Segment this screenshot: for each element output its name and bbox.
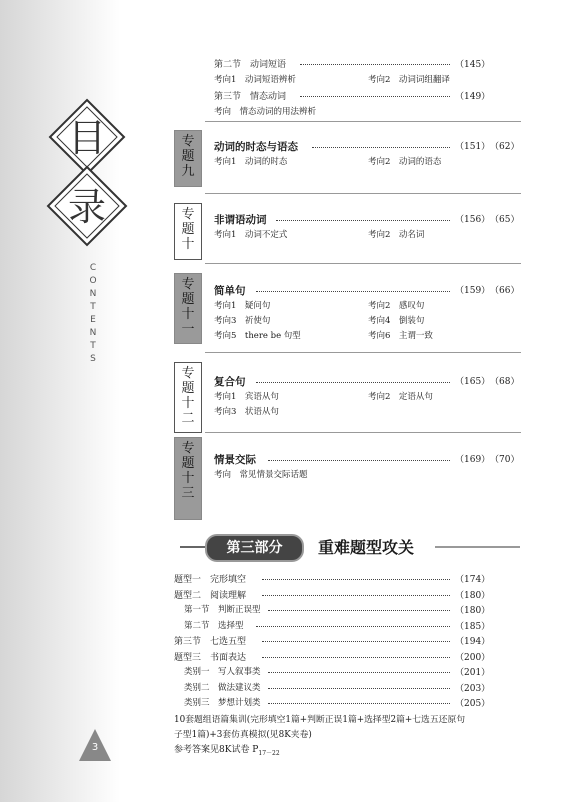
dot-leader bbox=[268, 702, 450, 704]
topic-box-12 bbox=[174, 362, 202, 433]
sub-topic: 考向 情态动词的用法辨析 bbox=[214, 107, 317, 117]
dot-leader bbox=[256, 625, 450, 627]
sub-topic: 考向3 状语从句 bbox=[214, 407, 279, 417]
dot-leader bbox=[268, 671, 450, 673]
contents-logo bbox=[44, 95, 174, 255]
topic-box-label: 专 题 十 一 bbox=[181, 277, 195, 337]
topic-box-11 bbox=[174, 273, 202, 344]
dot-leader bbox=[262, 594, 450, 596]
dot-leader bbox=[268, 609, 450, 611]
title-char-1: 目 bbox=[67, 116, 107, 160]
divider bbox=[205, 193, 521, 194]
topic-page: （151） bbox=[455, 142, 491, 152]
topic-page-2: （70） bbox=[490, 455, 520, 465]
answer-reference bbox=[174, 742, 280, 757]
dot-leader bbox=[268, 687, 450, 689]
topic-page: （159） bbox=[455, 286, 491, 296]
part-title: 重难题型攻关 bbox=[318, 538, 415, 557]
divider bbox=[205, 352, 521, 353]
dot-leader bbox=[312, 146, 450, 148]
sub-topic: 考向2 感叹句 bbox=[368, 301, 425, 311]
part-badge: 第三部分 bbox=[205, 534, 304, 562]
contents-letter: N bbox=[89, 289, 97, 299]
topic-page-2: （62） bbox=[490, 142, 520, 152]
dot-leader bbox=[256, 290, 450, 292]
topic-page: （165） bbox=[455, 377, 491, 387]
toc-entry-label: 第二节 选择型 bbox=[184, 621, 244, 631]
toc-entry-label: 类别二 做法建议类 bbox=[184, 683, 261, 693]
page-number-badge bbox=[78, 728, 112, 762]
toc-entry-label: 题型一 完形填空 bbox=[174, 575, 247, 585]
contents-vertical bbox=[86, 262, 100, 366]
topic-title: 动词的时态与语态 bbox=[214, 141, 298, 153]
sub-topic: 考向2 动名词 bbox=[368, 230, 425, 240]
contents-letter: S bbox=[90, 354, 96, 364]
topic-page-2: （65） bbox=[490, 215, 520, 225]
dot-leader bbox=[256, 381, 450, 383]
toc-entry-label: 题型二 阅读理解 bbox=[174, 591, 247, 601]
dot-leader bbox=[300, 95, 450, 97]
toc-entry-page: （180） bbox=[455, 606, 491, 616]
topic-title: 非谓语动词 bbox=[214, 214, 267, 226]
heading-rule bbox=[435, 546, 520, 548]
toc-entry-page: （149） bbox=[455, 92, 491, 102]
topic-title: 情景交际 bbox=[214, 454, 256, 466]
answer-ref-text: 参考答案见8K试卷 P bbox=[174, 745, 259, 755]
contents-letter: T bbox=[90, 341, 96, 351]
contents-letter: C bbox=[89, 263, 97, 273]
topic-box-label: 专 题 十 三 bbox=[181, 441, 195, 501]
toc-entry-label: 第一节 判断正误型 bbox=[184, 605, 261, 615]
divider bbox=[205, 432, 521, 433]
heading-rule bbox=[180, 546, 205, 548]
divider bbox=[205, 121, 521, 122]
toc-entry-page: （174） bbox=[455, 575, 491, 585]
toc-entry-page: （185） bbox=[455, 622, 491, 632]
toc-entry-label: 题型三 书面表达 bbox=[174, 653, 247, 663]
sub-topic: 考向3 祈使句 bbox=[214, 316, 271, 326]
topic-box-label: 专 题 十 bbox=[181, 207, 195, 252]
sub-topic: 考向2 动词词组翻译 bbox=[368, 75, 450, 85]
topic-page: （156） bbox=[455, 215, 491, 225]
dot-leader bbox=[262, 640, 450, 642]
topic-page: （169） bbox=[455, 455, 491, 465]
toc-entry-label: 第二节 动词短语 bbox=[214, 60, 287, 70]
sub-topic: 考向1 宾语从句 bbox=[214, 392, 279, 402]
topic-page-2: （68） bbox=[490, 377, 520, 387]
toc-entry-page: （201） bbox=[455, 668, 491, 678]
topic-page-2: （66） bbox=[490, 286, 520, 296]
toc-entry-label: 类别一 写人叙事类 bbox=[184, 667, 261, 677]
answer-ref-sub: 17－22 bbox=[258, 749, 280, 757]
dot-leader bbox=[262, 656, 450, 658]
topic-title: 简单句 bbox=[214, 285, 246, 297]
toc-entry-label: 类别三 梦想计划类 bbox=[184, 698, 261, 708]
toc-entry-page: （180） bbox=[455, 591, 491, 601]
topic-box-9 bbox=[174, 130, 202, 187]
divider bbox=[205, 263, 521, 264]
contents-letter: T bbox=[90, 302, 96, 312]
contents-letter: O bbox=[89, 276, 97, 286]
sub-topic: 考向2 动词的语态 bbox=[368, 157, 442, 167]
topic-box-label: 专 题 十 二 bbox=[181, 366, 195, 426]
toc-entry-page: （194） bbox=[455, 637, 491, 647]
dot-leader bbox=[268, 459, 450, 461]
topic-box-10 bbox=[174, 203, 202, 260]
toc-entry-page: （145） bbox=[455, 60, 491, 70]
sub-topic: 考向1 动词短语辨析 bbox=[214, 75, 296, 85]
sub-topic: 考向 常见情景交际话题 bbox=[214, 470, 308, 480]
page-number: 3 bbox=[91, 742, 99, 753]
dot-leader bbox=[262, 578, 450, 580]
sub-topic: 考向4 倒装句 bbox=[368, 316, 425, 326]
topic-title: 复合句 bbox=[214, 376, 246, 388]
note-line: 子型1篇)+3套仿真模拟(见8K夹卷) bbox=[174, 730, 312, 740]
sub-topic: 考向6 主谓一致 bbox=[368, 331, 433, 341]
sub-topic: 考向1 动词不定式 bbox=[214, 230, 288, 240]
sub-topic: 考向1 疑问句 bbox=[214, 301, 271, 311]
dot-leader bbox=[276, 219, 450, 221]
topic-box-label: 专 题 九 bbox=[181, 134, 195, 179]
toc-entry-page: （200） bbox=[455, 653, 491, 663]
toc-entry-page: （203） bbox=[455, 684, 491, 694]
sub-topic: 考向5 there be 句型 bbox=[214, 331, 301, 341]
dot-leader bbox=[300, 63, 450, 65]
toc-entry-page: （205） bbox=[455, 699, 491, 709]
title-char-2: 录 bbox=[67, 185, 107, 229]
contents-letter: E bbox=[90, 315, 96, 325]
toc-entry-label: 第三节 情态动词 bbox=[214, 92, 287, 102]
sub-topic: 考向2 定语从句 bbox=[368, 392, 433, 402]
contents-letter: N bbox=[89, 328, 97, 338]
topic-box-13 bbox=[174, 437, 202, 520]
sub-topic: 考向1 动词的时态 bbox=[214, 157, 288, 167]
note-line: 10套题组语篇集训(完形填空1篇+判断正误1篇+选择型2篇+七选五还原句 bbox=[174, 715, 466, 725]
toc-entry-label: 第三节 七选五型 bbox=[174, 637, 247, 647]
